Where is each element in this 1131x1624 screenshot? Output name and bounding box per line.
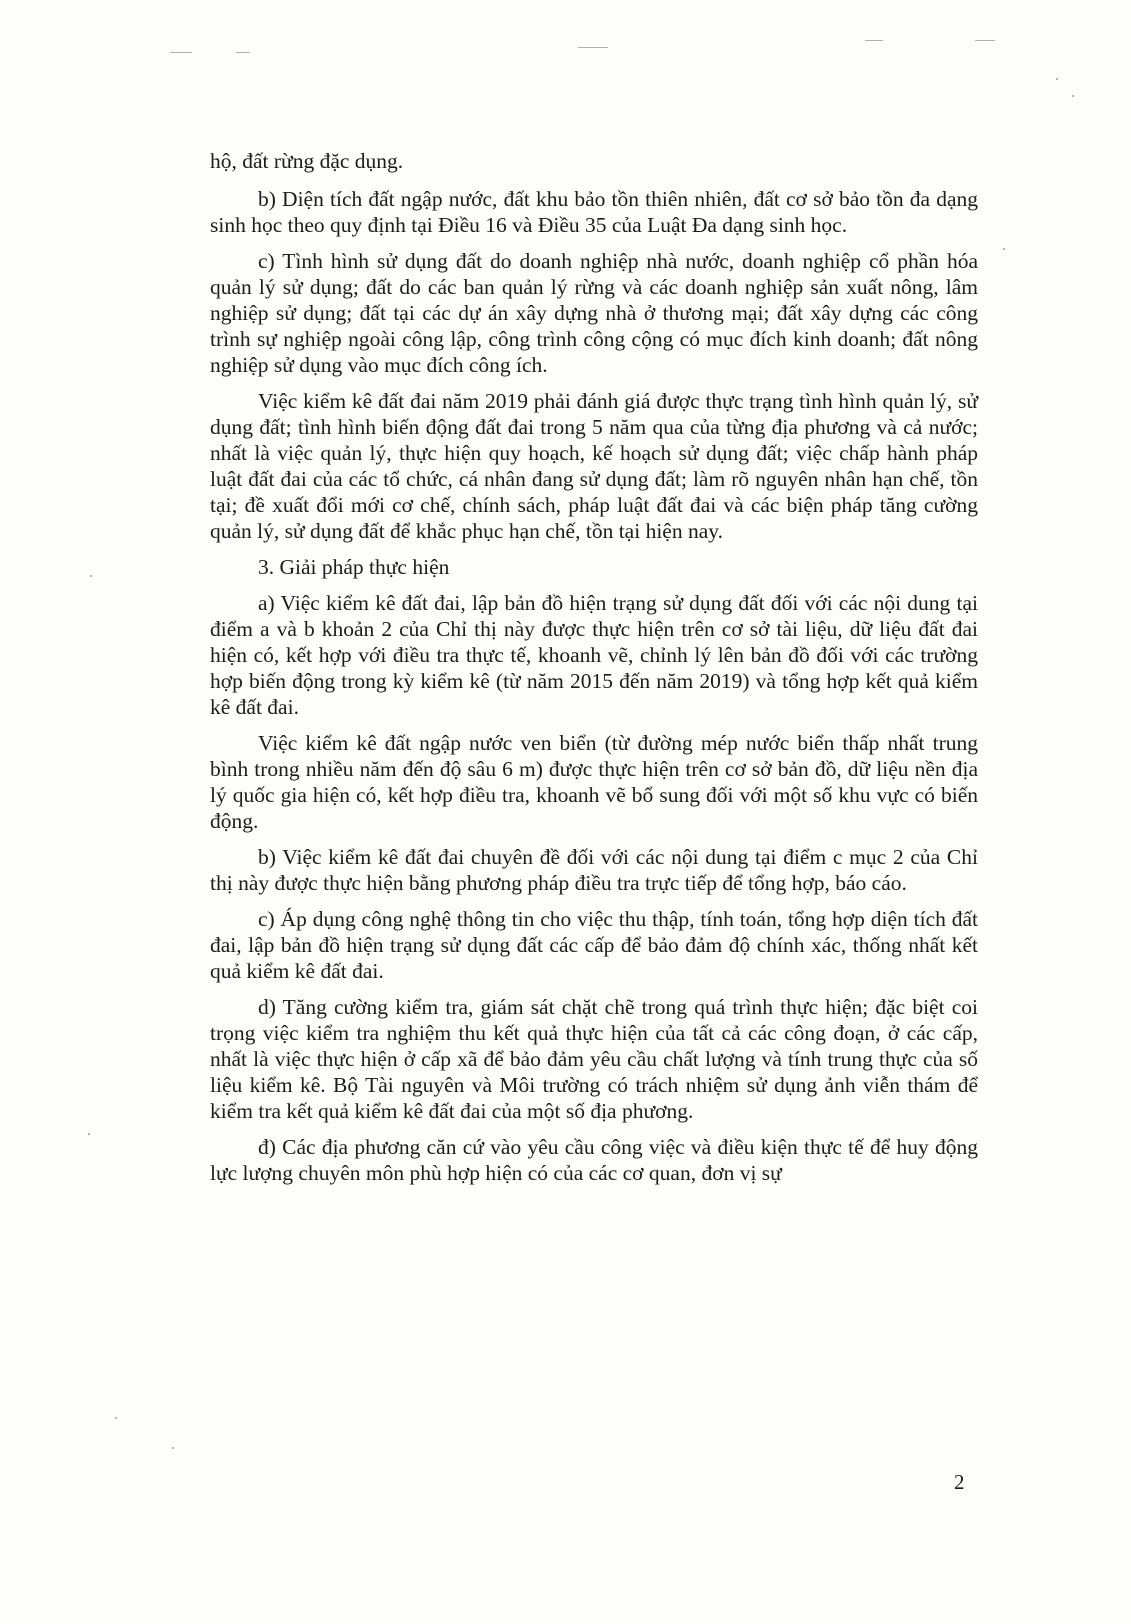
scan-artifact (170, 52, 192, 53)
paragraph-item-c: c) Tình hình sử dụng đất do doanh nghiệp nhà nước, doanh nghiệp cổ phần hóa quản lý sử dụng; đất do các ban quản lý rừng và các doanh nghiệp sản xuất nông, lâm nghiệp sử dụng; đất tại các dự án xây dựng nhà ở thương mại; đất xây dựng các công trình sự nghiệp ngoài công lập, công trình công cộng có mục đích kinh doanh; đất nông nghiệp sử dụng vào mục đích công ích. (210, 249, 978, 377)
paragraph-continuation: hộ, đất rừng đặc dụng. (210, 149, 404, 173)
paragraph-solution-d: d) Tăng cường kiểm tra, giám sát chặt chẽ trong quá trình thực hiện; đặc biệt coi trọng việc kiểm tra nghiệm thu kết quả thực hiện của tất cả các công đoạn, ở các cấp, nhất là việc thực hiện ở cấp xã để bảo đảm yêu cầu chất lượng và tính trung thực của số liệu kiểm kê. Bộ Tài nguyên và Môi trường có trách nhiệm sử dụng ảnh viễn thám để kiểm tra kết quả kiểm kê đất đai của một số địa phương. (210, 995, 978, 1123)
paragraph-item-b: b) Diện tích đất ngập nước, đất khu bảo tồn thiên nhiên, đất cơ sở bảo tồn đa dạng sinh học theo quy định tại Điều 16 và Điều 35 của Luật Đa dạng sinh học. (210, 187, 978, 237)
scan-artifact (1056, 78, 1058, 80)
paragraph-solution-c: c) Áp dụng công nghệ thông tin cho việc thu thập, tính toán, tổng hợp diện tích đất đai, lập bản đồ hiện trạng sử dụng đất các cấp để bảo đảm độ chính xác, thống nhất kết quả kiểm kê đất đai. (210, 907, 978, 983)
scan-artifact (865, 40, 883, 41)
scan-artifact (236, 52, 250, 53)
paragraph-coastal-wetland: Việc kiểm kê đất ngập nước ven biển (từ đường mép nước biển thấp nhất trung bình trong nhiều năm đến độ sâu 6 m) được thực hiện trên cơ sở bản đồ, dữ liệu nền địa lý quốc gia hiện có, kết hợp điều tra, khoanh vẽ bổ sung đối với một số khu vực có biến động. (210, 731, 978, 833)
paragraph-solution-dd: đ) Các địa phương căn cứ vào yêu cầu công việc và điều kiện thực tế để huy động lực lượng chuyên môn phù hợp hiện có của các cơ quan, đơn vị sự (210, 1135, 978, 1185)
page-number: 2 (954, 1470, 965, 1494)
scan-artifact (1072, 95, 1074, 97)
section-heading: 3. Giải pháp thực hiện (258, 555, 450, 579)
scan-artifact (172, 1447, 174, 1449)
scan-artifact (90, 575, 92, 577)
paragraph-assessment: Việc kiểm kê đất đai năm 2019 phải đánh giá được thực trạng tình hình quản lý, sử dụng đất; tình hình biến động đất đai trong 5 năm qua của từng địa phương và cả nước; nhất là việc quản lý, thực hiện quy hoạch, kế hoạch sử dụng đất; việc chấp hành pháp luật đất đai của các tổ chức, cá nhân đang sử dụng đất; làm rõ nguyên nhân hạn chế, tồn tại; đề xuất đổi mới cơ chế, chính sách, pháp luật đất đai và các biện pháp tăng cường quản lý, sử dụng đất để khắc phục hạn chế, tồn tại hiện nay. (210, 389, 978, 543)
scan-artifact (975, 40, 995, 41)
scan-artifact (115, 1417, 117, 1419)
body-text (210, 148, 978, 1196)
scan-artifact (578, 47, 608, 48)
paragraph-solution-b: b) Việc kiểm kê đất đai chuyên đề đối với các nội dung tại điểm c mục 2 của Chỉ thị này được thực hiện bằng phương pháp điều tra trực tiếp để tổng hợp, báo cáo. (210, 845, 978, 895)
scan-artifact (88, 1133, 90, 1135)
paragraph-solution-a: a) Việc kiểm kê đất đai, lập bản đồ hiện trạng sử dụng đất đối với các nội dung tại điểm a và b khoản 2 của Chỉ thị này được thực hiện trên cơ sở tài liệu, dữ liệu đất đai hiện có, kết hợp với điều tra thực tế, khoanh vẽ, chỉnh lý lên bản đồ đối với các trường hợp biến động trong kỳ kiểm kê (từ năm 2015 đến năm 2019) và tổng hợp kết quả kiểm kê đất đai. (210, 591, 978, 719)
scan-artifact (1003, 248, 1005, 250)
